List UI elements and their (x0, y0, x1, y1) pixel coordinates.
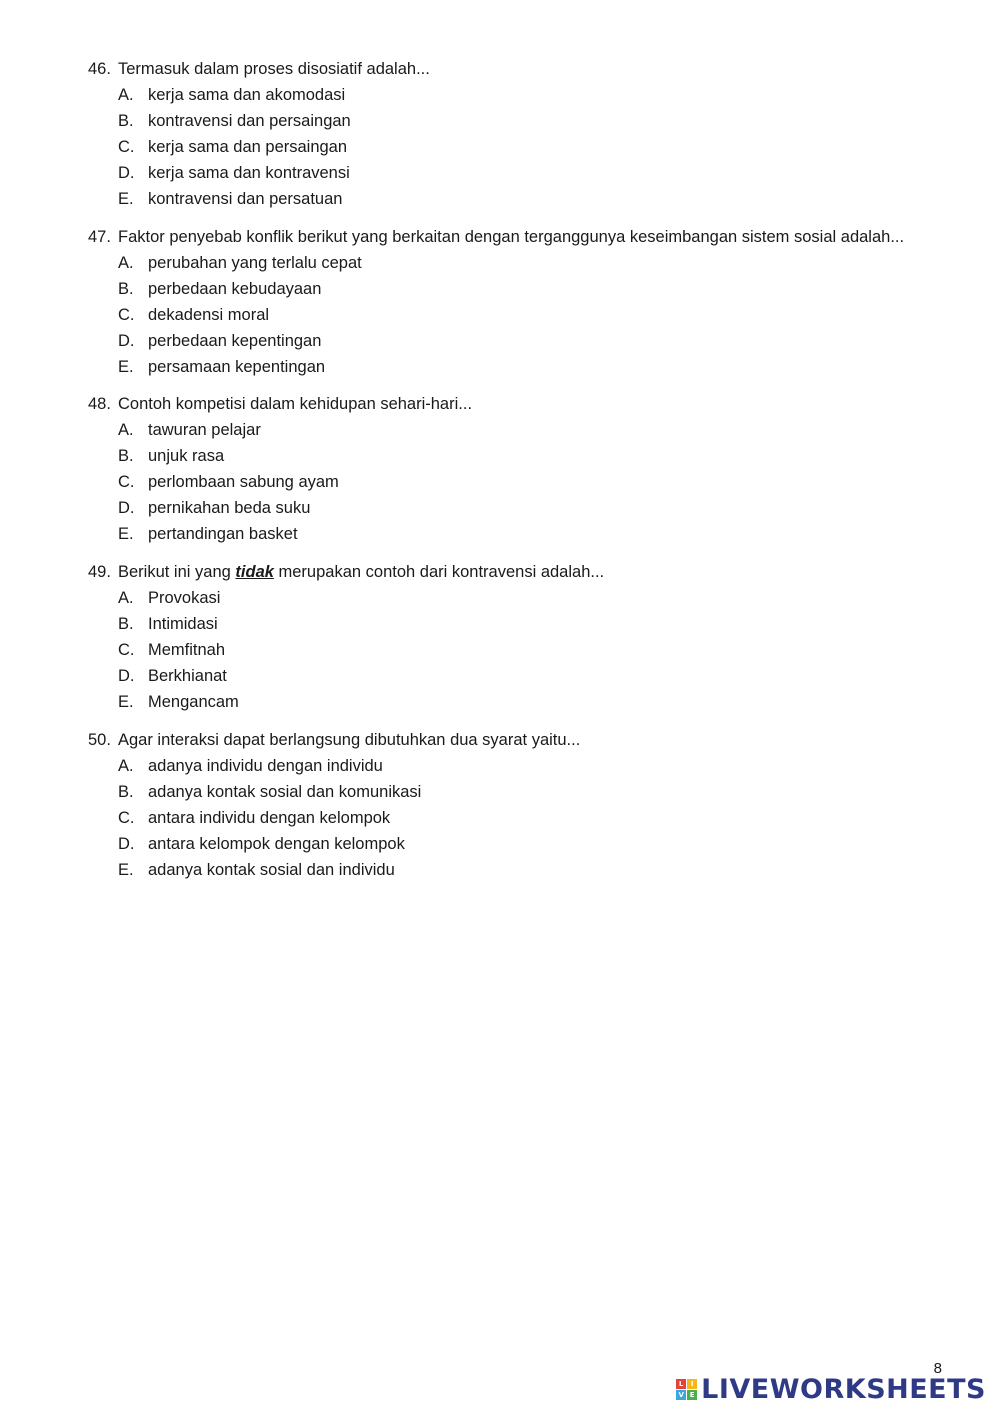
option-text: Mengancam (148, 692, 239, 711)
option-text: pernikahan beda suku (148, 498, 311, 517)
option-text: perubahan yang terlalu cepat (148, 253, 362, 272)
liveworksheets-logo-icon (676, 1379, 697, 1400)
option-text: adanya kontak sosial dan individu (148, 860, 395, 879)
option-text: perbedaan kebudayaan (148, 279, 322, 298)
logo-tile-i: I (687, 1379, 697, 1389)
question-stem (88, 56, 968, 82)
question-stem (88, 559, 968, 585)
option-a[interactable] (88, 82, 968, 108)
question-number: 48. (88, 394, 111, 413)
option-letter: B. (118, 446, 134, 465)
option-d[interactable] (88, 328, 968, 354)
question-stem (88, 391, 968, 417)
option-d[interactable] (88, 160, 968, 186)
question-50 (88, 727, 968, 883)
option-e[interactable] (88, 857, 968, 883)
question-stem (88, 224, 968, 250)
option-letter: A. (118, 756, 134, 775)
option-a[interactable] (88, 753, 968, 779)
option-letter: C. (118, 640, 135, 659)
option-text: pertandingan basket (148, 524, 298, 543)
option-text: Provokasi (148, 588, 221, 607)
liveworksheets-brand-text: LIVEWORKSHEETS (701, 1374, 986, 1405)
option-letter: E. (118, 692, 134, 711)
option-e[interactable] (88, 186, 968, 212)
option-d[interactable] (88, 831, 968, 857)
option-b[interactable] (88, 276, 968, 302)
option-text: perlombaan sabung ayam (148, 472, 339, 491)
logo-tile-l: L (676, 1379, 686, 1389)
option-text: persamaan kepentingan (148, 357, 326, 376)
question-stem (88, 727, 968, 753)
option-letter: E. (118, 860, 134, 879)
option-text: Berkhianat (148, 666, 227, 685)
option-b[interactable] (88, 443, 968, 469)
option-c[interactable] (88, 469, 968, 495)
option-c[interactable] (88, 302, 968, 328)
question-text-after: merupakan contoh dari kontravensi adalah... (278, 562, 605, 581)
option-letter: E. (118, 524, 134, 543)
option-b[interactable] (88, 108, 968, 134)
question-46 (88, 56, 968, 212)
option-text: perbedaan kepentingan (148, 331, 322, 350)
option-text: kontravensi dan persaingan (148, 111, 351, 130)
option-letter: D. (118, 498, 135, 517)
question-number: 47. (88, 227, 111, 246)
option-text: antara individu dengan kelompok (148, 808, 391, 827)
option-text: tawuran pelajar (148, 420, 261, 439)
option-letter: A. (118, 588, 134, 607)
option-letter: C. (118, 305, 135, 324)
option-letter: C. (118, 472, 135, 491)
option-a[interactable] (88, 585, 968, 611)
option-text: kerja sama dan kontravensi (148, 163, 350, 182)
option-letter: B. (118, 279, 134, 298)
option-text: dekadensi moral (148, 305, 270, 324)
page-number: 8 (933, 1360, 942, 1377)
option-text: antara kelompok dengan kelompok (148, 834, 405, 853)
option-text: kerja sama dan persaingan (148, 137, 348, 156)
question-emphasis-word: tidak (235, 562, 274, 581)
option-c[interactable] (88, 805, 968, 831)
option-e[interactable] (88, 354, 968, 380)
question-number: 49. (88, 562, 111, 581)
option-text: Memfitnah (148, 640, 226, 659)
option-text: kontravensi dan persatuan (148, 189, 343, 208)
option-letter: E. (118, 189, 134, 208)
option-e[interactable] (88, 689, 968, 715)
option-b[interactable] (88, 611, 968, 637)
option-e[interactable] (88, 521, 968, 547)
option-text: unjuk rasa (148, 446, 225, 465)
option-letter: A. (118, 420, 134, 439)
option-letter: D. (118, 834, 135, 853)
question-text: Termasuk dalam proses disosiatif adalah... (118, 59, 430, 78)
option-letter: D. (118, 331, 135, 350)
question-text (118, 563, 604, 582)
option-text: adanya individu dengan individu (148, 756, 383, 775)
question-47 (88, 224, 968, 380)
option-a[interactable] (88, 250, 968, 276)
option-c[interactable] (88, 637, 968, 663)
option-letter: C. (118, 137, 135, 156)
option-d[interactable] (88, 663, 968, 689)
option-letter: B. (118, 782, 134, 801)
option-text: adanya kontak sosial dan komunikasi (148, 782, 422, 801)
question-48 (88, 391, 968, 547)
option-letter: A. (118, 253, 134, 272)
question-text: Faktor penyebab konflik berikut yang berkaitan dengan terganggunya keseimbangan sistem sosial adalah... (118, 227, 905, 246)
option-text: Intimidasi (148, 614, 218, 633)
question-text: Agar interaksi dapat berlangsung dibutuhkan dua syarat yaitu... (118, 730, 581, 749)
question-number: 46. (88, 59, 111, 78)
option-letter: B. (118, 111, 134, 130)
option-c[interactable] (88, 134, 968, 160)
option-letter: A. (118, 85, 134, 104)
option-a[interactable] (88, 417, 968, 443)
option-letter: D. (118, 666, 135, 685)
logo-tile-e: E (687, 1390, 697, 1400)
option-letter: C. (118, 808, 135, 827)
option-text: kerja sama dan akomodasi (148, 85, 346, 104)
question-text-before: Berikut ini yang (118, 562, 231, 581)
liveworksheets-logo (676, 1374, 986, 1405)
logo-tile-v: V (676, 1390, 686, 1400)
question-number: 50. (88, 730, 111, 749)
question-text: Contoh kompetisi dalam kehidupan sehari-hari... (118, 394, 473, 413)
option-b[interactable] (88, 779, 968, 805)
option-d[interactable] (88, 495, 968, 521)
option-letter: D. (118, 163, 135, 182)
question-49 (88, 559, 968, 715)
option-letter: E. (118, 357, 134, 376)
option-letter: B. (118, 614, 134, 633)
